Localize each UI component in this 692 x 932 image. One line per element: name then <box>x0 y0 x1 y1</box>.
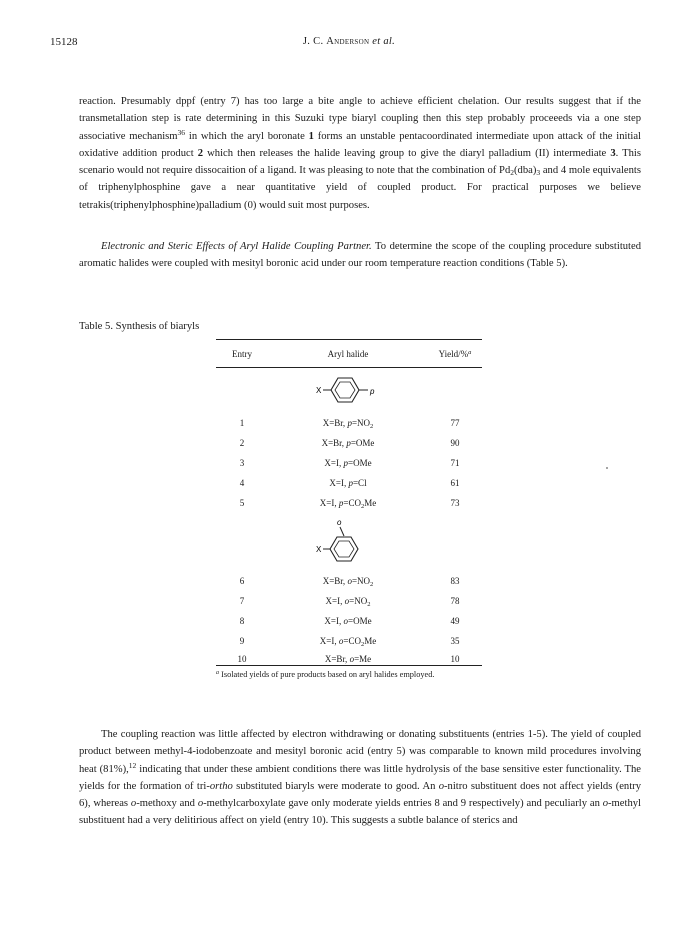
table-caption: Table 5. Synthesis of biaryls <box>79 321 200 332</box>
halide-sub: =CO <box>343 636 361 646</box>
cell-yield: 35 <box>450 636 460 646</box>
cell-yield: 61 <box>450 478 460 488</box>
halide-sub: =Cl <box>352 478 367 488</box>
p3-italic-2: o <box>438 780 445 792</box>
halide-sub-index: 2 <box>360 641 365 648</box>
p1-text-6: (dba) <box>514 165 537 177</box>
header-aryl-halide: Aryl halide <box>327 349 369 359</box>
cell-aryl-halide <box>268 457 428 469</box>
halide-sub: =NO <box>349 596 368 606</box>
cell-aryl-halide <box>268 615 428 627</box>
cell-entry: 3 <box>239 458 245 468</box>
halide-sub: =NO <box>351 418 371 428</box>
cell-yield: 78 <box>450 596 460 606</box>
halide-pos: o <box>343 616 348 626</box>
ortho-substituted-structure <box>316 517 376 565</box>
header-entry: Entry <box>232 349 252 359</box>
running-head <box>50 36 648 47</box>
halide-pos: o <box>338 636 344 646</box>
halide-sub: =OMe <box>350 438 375 448</box>
cell-yield: 77 <box>450 418 460 428</box>
p1-subscript-2: 3 <box>536 168 541 178</box>
halide-sub-index: 2 <box>367 601 371 608</box>
stray-mark <box>606 467 608 469</box>
cell-aryl-halide <box>268 653 428 665</box>
cell-entry: 10 <box>237 654 247 664</box>
p1-text-1: reaction. Presumably dppf (entry 7) has too large a bite angle to achieve efficient chelation. Our results suggest that if the transmetallation step is rate determining in this Suzuki type biaryl coupling then this step probably proceeeds via a one step associative mechanism <box>79 96 641 142</box>
p3-text-1: The coupling reaction was little affected by electron withdrawing or donating substituents (entries 1-5). The yield of coupled product between methyl-4-iodobenzoate and mesityl boronic acid (entry 5) was comparable to known mild procedures involving heat (81%), <box>79 729 641 775</box>
struct-para-sub-label: p <box>370 387 375 396</box>
table-bottom-rule <box>216 665 482 666</box>
header-yield-note: a <box>468 349 472 356</box>
halide-pos: p <box>338 498 344 508</box>
halide-sub: =Me <box>354 654 372 664</box>
header-yield-label: Yield/% <box>438 349 469 359</box>
halide-x: X=I, <box>319 636 339 646</box>
cell-yield: 49 <box>450 616 460 626</box>
struct-ortho-sub-label: o <box>337 518 342 527</box>
p3-italic-3: o <box>130 798 137 810</box>
halide-sub-index: 2 <box>370 423 374 430</box>
footnote-mark: a <box>216 670 219 676</box>
halide-x: X=I, <box>325 596 345 606</box>
citation-36: 36 <box>177 127 186 137</box>
p1-text-2: in which the aryl boronate <box>185 130 309 142</box>
cell-entry: 8 <box>239 616 245 626</box>
header-yield <box>428 349 482 359</box>
halide-sub-index: 2 <box>370 581 374 588</box>
p1-text-7: and 4 mole equivalents of triphenylphosphine gave a near quantitative yield of coupled product. For practical purposes we believe tetrakis(triphenylphosphine)palladium (0) would suit most purposes. <box>79 165 641 211</box>
halide-x: X=Br, <box>322 418 348 428</box>
p3-text-5: -methoxy and <box>136 798 198 810</box>
halide-x: X=Br, <box>321 438 347 448</box>
cell-entry: 1 <box>239 418 245 428</box>
cell-aryl-halide <box>268 417 428 429</box>
cell-entry: 7 <box>239 596 245 606</box>
halide-sub: =OMe <box>348 458 372 468</box>
table-footnote <box>216 670 516 679</box>
p3-italic-5: o <box>602 798 609 810</box>
cell-aryl-halide <box>268 477 428 489</box>
halide-sub: =CO <box>343 498 361 508</box>
cell-yield: 10 <box>450 654 460 664</box>
running-head-initials: J. C. <box>302 36 327 47</box>
halide-x: X=I, <box>319 498 339 508</box>
page-number: 15128 <box>50 36 78 48</box>
cell-entry: 2 <box>239 438 245 448</box>
struct-ortho-x-label: X <box>316 545 322 554</box>
halide-x: X=Br, <box>324 654 350 664</box>
cell-yield: 90 <box>450 438 460 448</box>
section-heading: Electronic and Steric Effects of Aryl Halide Coupling Partner. <box>101 241 372 252</box>
p2-text: To determine the scope of the coupling procedure substituted aromatic halides were coupled with mesityl boronic acid under our room temperature reaction conditions (Table 5). <box>79 241 642 270</box>
table-top-rule <box>216 339 482 340</box>
cell-aryl-halide <box>268 595 428 607</box>
para-substituted-structure <box>316 375 386 405</box>
halide-pos: p <box>346 438 351 448</box>
halide-x: X=Br, <box>322 576 348 586</box>
running-head-author: Anderson <box>326 36 370 47</box>
citation-12: 12 <box>128 760 137 770</box>
halide-x: X=I, <box>324 616 344 626</box>
paragraph-2 <box>79 238 641 273</box>
cell-yield: 73 <box>450 498 460 508</box>
halide-pos: o <box>344 596 350 606</box>
halide-sub: =NO <box>351 576 371 586</box>
p1-text-3: forms an unstable pentacoordinated intermediate upon attack of the initial oxidative addition product <box>79 130 641 159</box>
cell-yield: 83 <box>450 576 460 586</box>
compound-ref-1: 1 <box>308 130 314 142</box>
table-header-rule <box>216 367 482 368</box>
p1-text-5: . This scenario would not require dissocaition of a ligand. It was pleasing to note that the combination of Pd <box>79 147 641 177</box>
halide-sub-index: 2 <box>360 503 365 510</box>
p3-italic-1: ortho <box>209 780 233 792</box>
halide-pos: o <box>349 654 355 664</box>
p3-text-6: -methylcarboxylate gave only moderate yields entries 8 and 9 respectively) and peculiarly an <box>203 798 603 810</box>
paragraph-1 <box>79 93 641 214</box>
halide-sub: =OMe <box>348 616 372 626</box>
cell-aryl-halide <box>268 635 428 647</box>
cell-entry: 5 <box>239 498 245 508</box>
cell-aryl-halide <box>268 437 428 449</box>
halide-rest: Me <box>364 636 377 646</box>
compound-ref-3: 3 <box>610 147 616 159</box>
cell-aryl-halide <box>268 497 428 509</box>
p3-italic-4: o <box>197 798 204 810</box>
cell-entry: 6 <box>239 576 245 586</box>
p3-text-3: substituted biaryls were moderate to good. An <box>232 780 439 792</box>
p3-text-7: -methyl substituent had a very delitirious affect on yield (entry 10). This suggests a subtle balance of sterics and <box>79 798 641 827</box>
paragraph-3 <box>79 726 641 830</box>
p3-text-4: -nitro substituent does not affect yields (entry 6), whereas <box>79 780 641 810</box>
halide-x: X=I, <box>329 478 349 488</box>
p1-text-4: which then releases the halide leaving group to give the diaryl palladium (II) intermediate <box>203 147 611 159</box>
p3-text-2: indicating that under these ambient conditions there was little hydrolysis of the base sensitive ester functionality. The yields for the formation of tri- <box>79 763 641 792</box>
halide-rest: Me <box>364 498 377 508</box>
struct-para-x-label: X <box>316 386 322 395</box>
p1-subscript-1: 2 <box>510 168 514 178</box>
cell-entry: 4 <box>239 478 245 488</box>
footnote-text: Isolated yields of pure products based on aryl halides employed. <box>219 670 435 679</box>
cell-yield: 71 <box>450 458 460 468</box>
halide-pos: p <box>347 418 352 428</box>
halide-pos: o <box>347 576 352 586</box>
compound-ref-2: 2 <box>197 147 204 159</box>
halide-pos: p <box>348 478 353 488</box>
page-header <box>50 36 648 52</box>
cell-entry: 9 <box>239 636 245 646</box>
running-head-suffix: et al. <box>372 36 396 47</box>
halide-pos: p <box>343 458 348 468</box>
cell-aryl-halide <box>268 575 428 587</box>
halide-x: X=I, <box>324 458 344 468</box>
